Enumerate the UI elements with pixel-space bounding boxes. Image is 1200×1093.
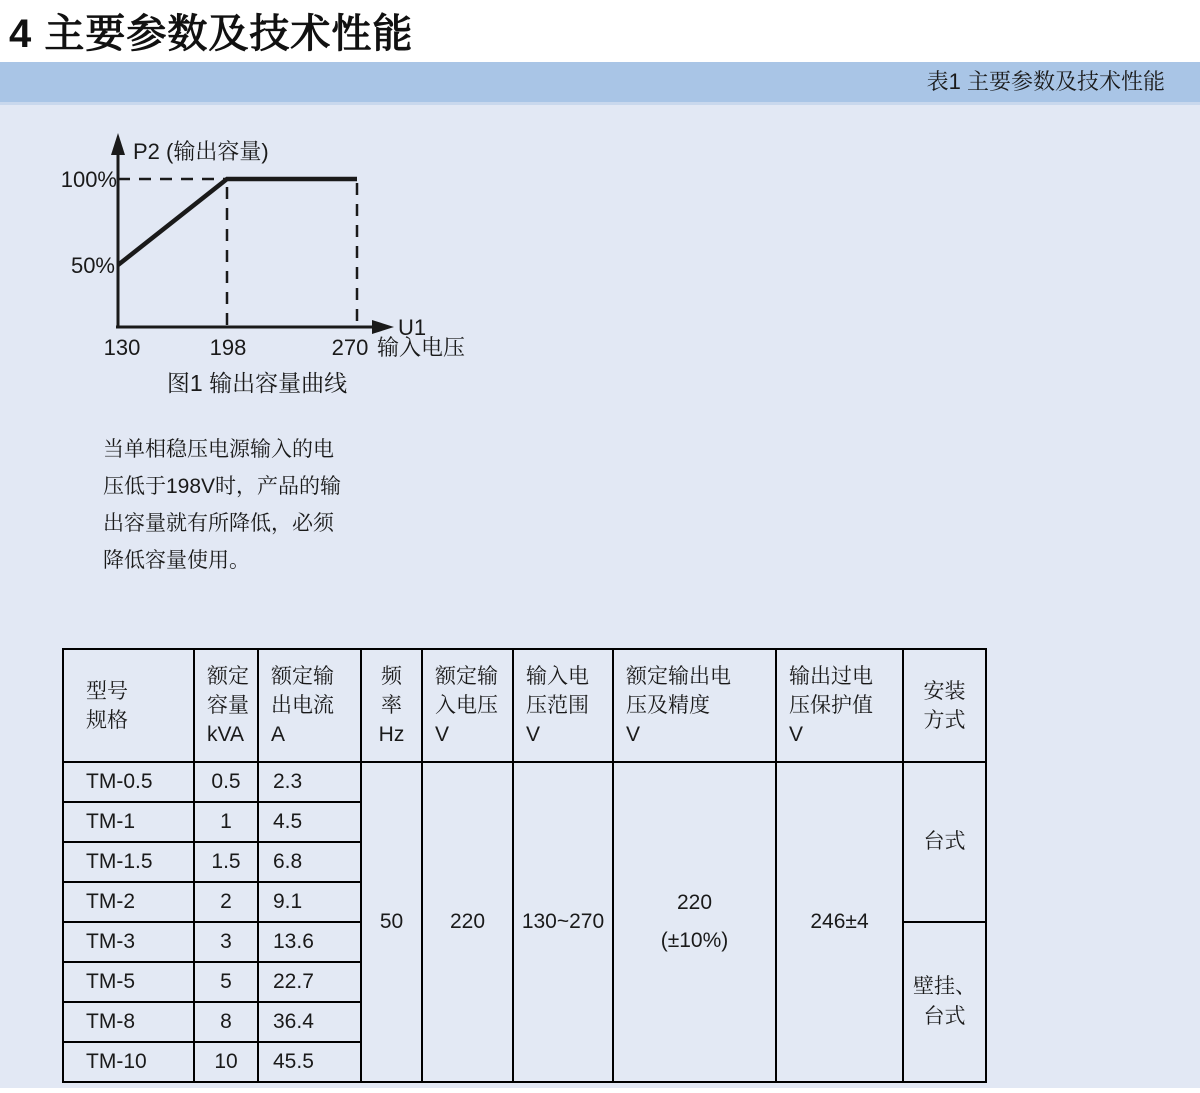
- chart-caption: 图1 输出容量曲线: [166, 370, 348, 396]
- paragraph-line: 降低容量使用。: [103, 549, 250, 572]
- header-overvoltage-protection: 输出过电 压保护值 V: [776, 649, 903, 762]
- model-cell: TM-1: [63, 802, 194, 842]
- rated-input-voltage-cell: 220: [422, 762, 513, 1082]
- model-cell: TM-1.5: [63, 842, 194, 882]
- page-title: 4 主要参数及技术性能: [9, 12, 414, 56]
- x-tick-270: 270: [331, 335, 369, 360]
- current-cell: 36.4: [258, 1002, 361, 1042]
- x-tick-198: 198: [209, 335, 247, 360]
- current-cell: 4.5: [258, 802, 361, 842]
- capacity-cell: 5: [194, 962, 258, 1002]
- mounting-wall-desktop-cell: 壁挂、 台式: [903, 922, 986, 1082]
- x-axis-arrow-icon: [372, 320, 394, 334]
- capacity-cell: 1: [194, 802, 258, 842]
- input-voltage-range-cell: 130~270: [513, 762, 613, 1082]
- capacity-curve: [118, 179, 357, 265]
- capacity-cell: 0.5: [194, 762, 258, 802]
- paragraph-line: 出容量就有所降低，必须: [103, 512, 334, 535]
- spec-table: [62, 648, 987, 1083]
- paragraph-line: 当单相稳压电源输入的电: [103, 438, 334, 461]
- model-cell: TM-2: [63, 882, 194, 922]
- current-cell: 6.8: [258, 842, 361, 882]
- model-cell: TM-3: [63, 922, 194, 962]
- y-axis-label: P2 (输出容量): [133, 139, 269, 164]
- header-model: 型号 规格: [63, 649, 194, 762]
- y-axis-arrow-icon: [111, 133, 125, 155]
- overvoltage-protection-cell: 246±4: [776, 762, 903, 1082]
- model-cell: TM-8: [63, 1002, 194, 1042]
- model-cell: TM-0.5: [63, 762, 194, 802]
- y-tick-100: 100%: [60, 167, 117, 192]
- model-cell: TM-10: [63, 1042, 194, 1082]
- capacity-cell: 1.5: [194, 842, 258, 882]
- current-cell: 45.5: [258, 1042, 361, 1082]
- table-caption: 表1 主要参数及技术性能: [926, 69, 1165, 94]
- header-row: [63, 649, 986, 762]
- capacity-cell: 3: [194, 922, 258, 962]
- output-capacity-chart: [60, 125, 530, 415]
- table-caption-bar: [0, 62, 1200, 102]
- current-cell: 9.1: [258, 882, 361, 922]
- header-mounting: 安装 方式: [903, 649, 986, 762]
- frequency-cell: 50: [361, 762, 422, 1082]
- description-paragraph: [103, 431, 423, 579]
- rated-output-voltage-cell: 220 (±10%): [613, 762, 776, 1082]
- y-tick-50: 50%: [70, 253, 115, 278]
- current-cell: 22.7: [258, 962, 361, 1002]
- table-row: [63, 762, 986, 802]
- x-tick-130: 130: [103, 335, 141, 360]
- header-rated-capacity: 额定 容量 kVA: [194, 649, 258, 762]
- header-frequency: 频 率 Hz: [361, 649, 422, 762]
- x-axis-unit-label: 输入电压: [377, 335, 466, 360]
- header-rated-output-voltage: 额定输出电 压及精度 V: [613, 649, 776, 762]
- header-rated-input-voltage: 额定输 入电压 V: [422, 649, 513, 762]
- current-cell: 13.6: [258, 922, 361, 962]
- header-input-voltage-range: 输入电 压范围 V: [513, 649, 613, 762]
- header-rated-output-current: 额定输 出电流 A: [258, 649, 361, 762]
- model-cell: TM-5: [63, 962, 194, 1002]
- x-axis-label: U1: [398, 315, 427, 340]
- current-cell: 2.3: [258, 762, 361, 802]
- capacity-cell: 10: [194, 1042, 258, 1082]
- paragraph-line: 压低于198V时，产品的输: [103, 475, 342, 498]
- capacity-cell: 2: [194, 882, 258, 922]
- capacity-cell: 8: [194, 1002, 258, 1042]
- mounting-desktop-cell: 台式: [903, 762, 986, 922]
- content-panel: [0, 105, 1200, 1088]
